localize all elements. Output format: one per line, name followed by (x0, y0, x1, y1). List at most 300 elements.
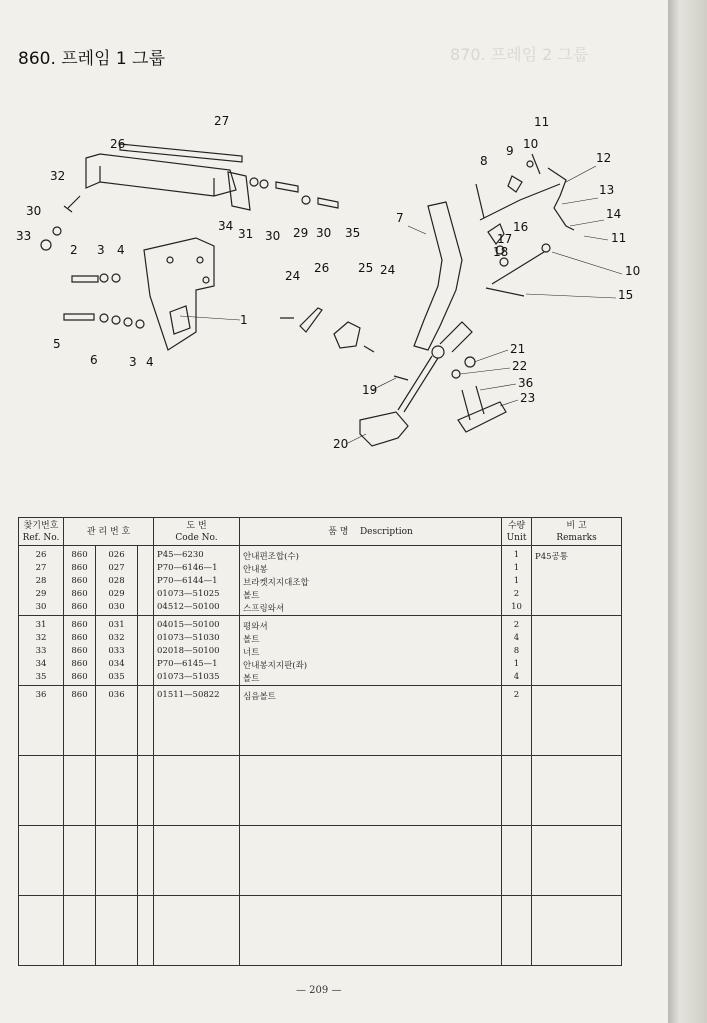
callout-label: 36 (518, 376, 534, 390)
table-row (19, 633, 622, 646)
cell-ref: 28 (19, 576, 64, 589)
cell-name: 너트 (240, 646, 502, 659)
cell-num: 026 (96, 546, 138, 564)
cell-grp: 860 (64, 646, 96, 659)
cell-grp: 860 (64, 576, 96, 589)
cell-empty (532, 952, 622, 966)
callout-label: 7 (396, 211, 404, 225)
cell-empty (154, 799, 240, 812)
cell-empty (96, 729, 138, 742)
cell-code: P45—6230 (154, 546, 240, 564)
cell-empty (64, 882, 96, 896)
callout-label: 29 (293, 226, 309, 240)
cell-empty (96, 913, 138, 926)
table-row (19, 589, 622, 602)
cell-empty (502, 869, 532, 882)
cell-empty (532, 939, 622, 952)
cell-empty (138, 563, 154, 576)
table-row-empty (19, 939, 622, 952)
cell-num: 030 (96, 602, 138, 616)
callout-label: 26 (110, 137, 126, 151)
cell-empty (138, 826, 154, 844)
col-remarks: 비 고 Remarks (532, 518, 622, 546)
cell-empty (502, 856, 532, 869)
cell-empty (96, 756, 138, 774)
cell-empty (240, 799, 502, 812)
cell-empty (64, 856, 96, 869)
cell-empty (96, 703, 138, 716)
col-part-name: 품 명 Description (240, 518, 502, 546)
cell-empty (532, 799, 622, 812)
table-row-empty (19, 856, 622, 869)
cell-empty (96, 799, 138, 812)
table-row (19, 546, 622, 564)
table-row-empty (19, 896, 622, 914)
callout-label: 11 (534, 115, 550, 129)
cell-ref: 26 (19, 546, 64, 564)
cell-ref: 29 (19, 589, 64, 602)
callout-label: 17 (497, 232, 513, 246)
cell-grp: 860 (64, 633, 96, 646)
cell-empty (19, 882, 64, 896)
cell-empty (138, 633, 154, 646)
cell-empty (154, 786, 240, 799)
cell-empty (154, 952, 240, 966)
cell-empty (19, 756, 64, 774)
cell-empty (502, 703, 532, 716)
cell-empty (138, 686, 154, 704)
cell-name: 브라켓지지대조합 (240, 576, 502, 589)
cell-empty (532, 826, 622, 844)
cell-empty (532, 742, 622, 756)
callout-label: 33 (16, 229, 32, 243)
page-title: 860. 프레임 1 그룹 (18, 49, 165, 69)
cell-empty (96, 812, 138, 826)
cell-empty (532, 729, 622, 742)
callout-label: 5 (53, 337, 61, 351)
cell-code: P70—6144—1 (154, 576, 240, 589)
cell-qty: 1 (502, 576, 532, 589)
callout-label: 22 (512, 359, 528, 373)
cell-empty (96, 939, 138, 952)
cell-num: 032 (96, 633, 138, 646)
cell-empty (154, 756, 240, 774)
cell-empty (138, 939, 154, 952)
col-ref-no: 찾기번호 Ref. No. (19, 518, 64, 546)
cell-ref: 34 (19, 659, 64, 672)
table-row (19, 716, 622, 729)
cell-empty (19, 939, 64, 952)
cell-empty (502, 882, 532, 896)
cell-name: 안내봉지지판(좌) (240, 659, 502, 672)
table-row-empty (19, 786, 622, 799)
cell-empty (19, 716, 64, 729)
cell-ref: 35 (19, 672, 64, 686)
cell-empty (138, 756, 154, 774)
col-unit: 수량 Unit (502, 518, 532, 546)
cell-empty (138, 672, 154, 686)
cell-empty (154, 896, 240, 914)
cell-name: 스프링와셔 (240, 602, 502, 616)
cell-empty (154, 773, 240, 786)
table-row-empty (19, 773, 622, 786)
cell-remarks (532, 616, 622, 634)
cell-empty (154, 913, 240, 926)
cell-num: 034 (96, 659, 138, 672)
cell-empty (138, 576, 154, 589)
cell-empty (96, 742, 138, 756)
table-row (19, 616, 622, 634)
cell-empty (240, 843, 502, 856)
cell-empty (154, 742, 240, 756)
cell-empty (64, 926, 96, 939)
cell-qty: 1 (502, 563, 532, 576)
cell-empty (19, 812, 64, 826)
cell-empty (19, 826, 64, 844)
cell-empty (64, 896, 96, 914)
cell-empty (138, 856, 154, 869)
cell-empty (138, 773, 154, 786)
cell-remarks (532, 686, 622, 704)
cell-empty (96, 952, 138, 966)
cell-empty (502, 926, 532, 939)
table-row-empty (19, 926, 622, 939)
cell-empty (64, 826, 96, 844)
callout-label: 9 (506, 144, 514, 158)
cell-empty (502, 786, 532, 799)
callout-label: 31 (238, 227, 254, 241)
cell-empty (154, 703, 240, 716)
cell-empty (96, 826, 138, 844)
table-row (19, 602, 622, 616)
col-management-no: 관 리 번 호 (64, 518, 154, 546)
cell-empty (96, 869, 138, 882)
cell-empty (138, 659, 154, 672)
pedal-arm-part (414, 202, 462, 350)
cell-grp: 860 (64, 563, 96, 576)
cell-empty (138, 703, 154, 716)
cell-remarks: P45공통 (532, 546, 622, 564)
cell-empty (64, 742, 96, 756)
cell-empty (64, 952, 96, 966)
cell-empty (19, 896, 64, 914)
cell-num: 033 (96, 646, 138, 659)
cell-num: 031 (96, 616, 138, 634)
callout-label: 3 (97, 243, 105, 257)
cell-empty (502, 826, 532, 844)
table-row-empty (19, 812, 622, 826)
table-row (19, 742, 622, 756)
callout-label: 14 (606, 207, 622, 221)
cell-empty (240, 703, 502, 716)
callout-label: 19 (362, 383, 378, 397)
cell-empty (502, 913, 532, 926)
cell-empty (502, 729, 532, 742)
cell-empty (502, 742, 532, 756)
table-header-row (19, 518, 622, 546)
cell-qty: 1 (502, 546, 532, 564)
parts-table (18, 517, 622, 966)
callout-label: 24 (285, 269, 301, 283)
callout-labels (16, 114, 640, 451)
cell-grp: 860 (64, 672, 96, 686)
cell-empty (240, 812, 502, 826)
cell-empty (154, 716, 240, 729)
cell-empty (154, 843, 240, 856)
cell-ref: 33 (19, 646, 64, 659)
cell-empty (502, 799, 532, 812)
cell-empty (64, 913, 96, 926)
cell-empty (19, 869, 64, 882)
cell-empty (154, 812, 240, 826)
cell-empty (240, 882, 502, 896)
cell-empty (19, 843, 64, 856)
cell-empty (138, 843, 154, 856)
callout-label: 23 (520, 391, 536, 405)
table-row (19, 646, 622, 659)
cell-qty: 4 (502, 672, 532, 686)
parts-table-body (19, 546, 622, 966)
cell-grp: 860 (64, 616, 96, 634)
cell-empty (96, 716, 138, 729)
cell-qty: 10 (502, 602, 532, 616)
cell-empty (240, 896, 502, 914)
cell-qty: 4 (502, 633, 532, 646)
callout-label: 30 (316, 226, 332, 240)
cell-empty (502, 843, 532, 856)
cell-empty (154, 926, 240, 939)
cell-ref: 31 (19, 616, 64, 634)
cell-empty (64, 843, 96, 856)
exploded-parts-diagram (0, 100, 668, 470)
cell-code: P70—6145—1 (154, 659, 240, 672)
col-code-no: 도 번 Code No. (154, 518, 240, 546)
cell-empty (502, 756, 532, 774)
cell-empty (138, 602, 154, 616)
cell-empty (64, 869, 96, 882)
cell-empty (502, 939, 532, 952)
cell-empty (19, 773, 64, 786)
cell-num: 029 (96, 589, 138, 602)
table-row (19, 686, 622, 704)
cell-empty (502, 896, 532, 914)
cell-empty (240, 926, 502, 939)
table-row-empty (19, 869, 622, 882)
cell-empty (138, 589, 154, 602)
callout-label: 35 (345, 226, 361, 240)
cell-empty (138, 812, 154, 826)
callout-label: 30 (265, 229, 281, 243)
cell-remarks (532, 602, 622, 616)
table-row-empty (19, 843, 622, 856)
cell-code: P70—6146—1 (154, 563, 240, 576)
cell-empty (64, 812, 96, 826)
table-row (19, 729, 622, 742)
callout-label: 1 (240, 313, 248, 327)
table-row (19, 672, 622, 686)
cell-num: 035 (96, 672, 138, 686)
cell-empty (96, 896, 138, 914)
cell-code: 01073—51025 (154, 589, 240, 602)
cell-code: 04512—50100 (154, 602, 240, 616)
callout-label: 15 (618, 288, 634, 302)
cell-empty (138, 882, 154, 896)
cell-empty (138, 913, 154, 926)
cell-qty: 1 (502, 659, 532, 672)
parts-table-container (18, 517, 621, 959)
cell-empty (240, 786, 502, 799)
page-number: — 209 — (296, 985, 342, 996)
cell-remarks (532, 659, 622, 672)
cell-empty (154, 856, 240, 869)
cell-empty (532, 716, 622, 729)
cell-empty (240, 773, 502, 786)
callout-label: 11 (611, 231, 627, 245)
cell-empty (96, 843, 138, 856)
cell-grp: 860 (64, 589, 96, 602)
callout-label: 21 (510, 342, 526, 356)
cell-empty (19, 703, 64, 716)
cell-qty: 2 (502, 589, 532, 602)
cell-empty (154, 729, 240, 742)
cell-remarks (532, 576, 622, 589)
cell-empty (154, 869, 240, 882)
cell-remarks (532, 646, 622, 659)
cell-name: 안내편조합(수) (240, 546, 502, 564)
callout-label: 8 (480, 154, 488, 168)
cell-ref: 30 (19, 602, 64, 616)
cell-empty (96, 856, 138, 869)
cell-empty (19, 952, 64, 966)
cell-empty (532, 869, 622, 882)
callout-label: 20 (333, 437, 349, 451)
cell-empty (138, 616, 154, 634)
cell-empty (532, 812, 622, 826)
cell-empty (240, 742, 502, 756)
cell-empty (154, 882, 240, 896)
table-row (19, 563, 622, 576)
callout-label: 18 (493, 245, 509, 259)
cell-ref: 27 (19, 563, 64, 576)
cell-empty (240, 729, 502, 742)
cell-empty (64, 799, 96, 812)
cell-grp: 860 (64, 546, 96, 564)
cell-empty (502, 812, 532, 826)
cell-ref: 32 (19, 633, 64, 646)
cell-empty (532, 756, 622, 774)
cell-empty (240, 826, 502, 844)
cell-empty (532, 786, 622, 799)
cell-empty (96, 773, 138, 786)
cell-name: 볼트 (240, 672, 502, 686)
cell-ref: 36 (19, 686, 64, 704)
cell-empty (240, 913, 502, 926)
callout-label: 10 (625, 264, 641, 278)
cell-empty (64, 786, 96, 799)
callout-label: 30 (26, 204, 42, 218)
callout-label: 4 (117, 243, 125, 257)
cell-empty (532, 856, 622, 869)
cell-empty (138, 786, 154, 799)
cell-empty (138, 799, 154, 812)
cell-code: 02018—50100 (154, 646, 240, 659)
cell-num: 036 (96, 686, 138, 704)
cell-empty (532, 896, 622, 914)
callout-label: 2 (70, 243, 78, 257)
cell-empty (154, 939, 240, 952)
cell-empty (138, 869, 154, 882)
cell-empty (240, 856, 502, 869)
cell-grp: 860 (64, 659, 96, 672)
cell-empty (532, 926, 622, 939)
table-row-empty (19, 756, 622, 774)
cell-empty (19, 799, 64, 812)
bleed-through-title: 870. 프레임 2 그룹 (450, 45, 589, 64)
cell-empty (64, 773, 96, 786)
cell-empty (19, 786, 64, 799)
table-row-empty (19, 799, 622, 812)
cell-remarks (532, 589, 622, 602)
cell-empty (154, 826, 240, 844)
cell-empty (64, 703, 96, 716)
cell-empty (19, 856, 64, 869)
cell-empty (19, 729, 64, 742)
cell-empty (532, 843, 622, 856)
cell-code: 04015—50100 (154, 616, 240, 634)
cell-name: 심음볼트 (240, 686, 502, 704)
table-row (19, 576, 622, 589)
callout-label: 32 (50, 169, 66, 183)
cell-empty (138, 729, 154, 742)
bracket-support-part (144, 238, 214, 350)
cell-empty (138, 952, 154, 966)
table-row-empty (19, 882, 622, 896)
callout-label: 16 (513, 220, 529, 234)
cell-empty (64, 729, 96, 742)
table-row (19, 659, 622, 672)
cell-num: 027 (96, 563, 138, 576)
callout-label: 6 (90, 353, 98, 367)
table-row-empty (19, 826, 622, 844)
cell-num: 028 (96, 576, 138, 589)
callout-label: 10 (523, 137, 539, 151)
cell-qty: 8 (502, 646, 532, 659)
callout-label: 27 (214, 114, 230, 128)
cell-name: 볼트 (240, 589, 502, 602)
foot-plate-part (360, 412, 408, 446)
cell-name: 평와셔 (240, 616, 502, 634)
cell-code: 01073—51030 (154, 633, 240, 646)
cell-empty (240, 716, 502, 729)
callout-label: 34 (218, 219, 234, 233)
cell-empty (138, 646, 154, 659)
cell-remarks (532, 563, 622, 576)
cell-grp: 860 (64, 686, 96, 704)
cell-empty (64, 716, 96, 729)
callout-label: 3 (129, 355, 137, 369)
cell-empty (240, 952, 502, 966)
cell-empty (240, 756, 502, 774)
cell-empty (240, 869, 502, 882)
table-row-empty (19, 913, 622, 926)
callout-label: 12 (596, 151, 612, 165)
cell-empty (64, 939, 96, 952)
cell-code: 01073—51035 (154, 672, 240, 686)
cell-qty: 2 (502, 686, 532, 704)
page-edge (668, 0, 707, 1023)
cell-empty (532, 773, 622, 786)
cell-empty (138, 926, 154, 939)
